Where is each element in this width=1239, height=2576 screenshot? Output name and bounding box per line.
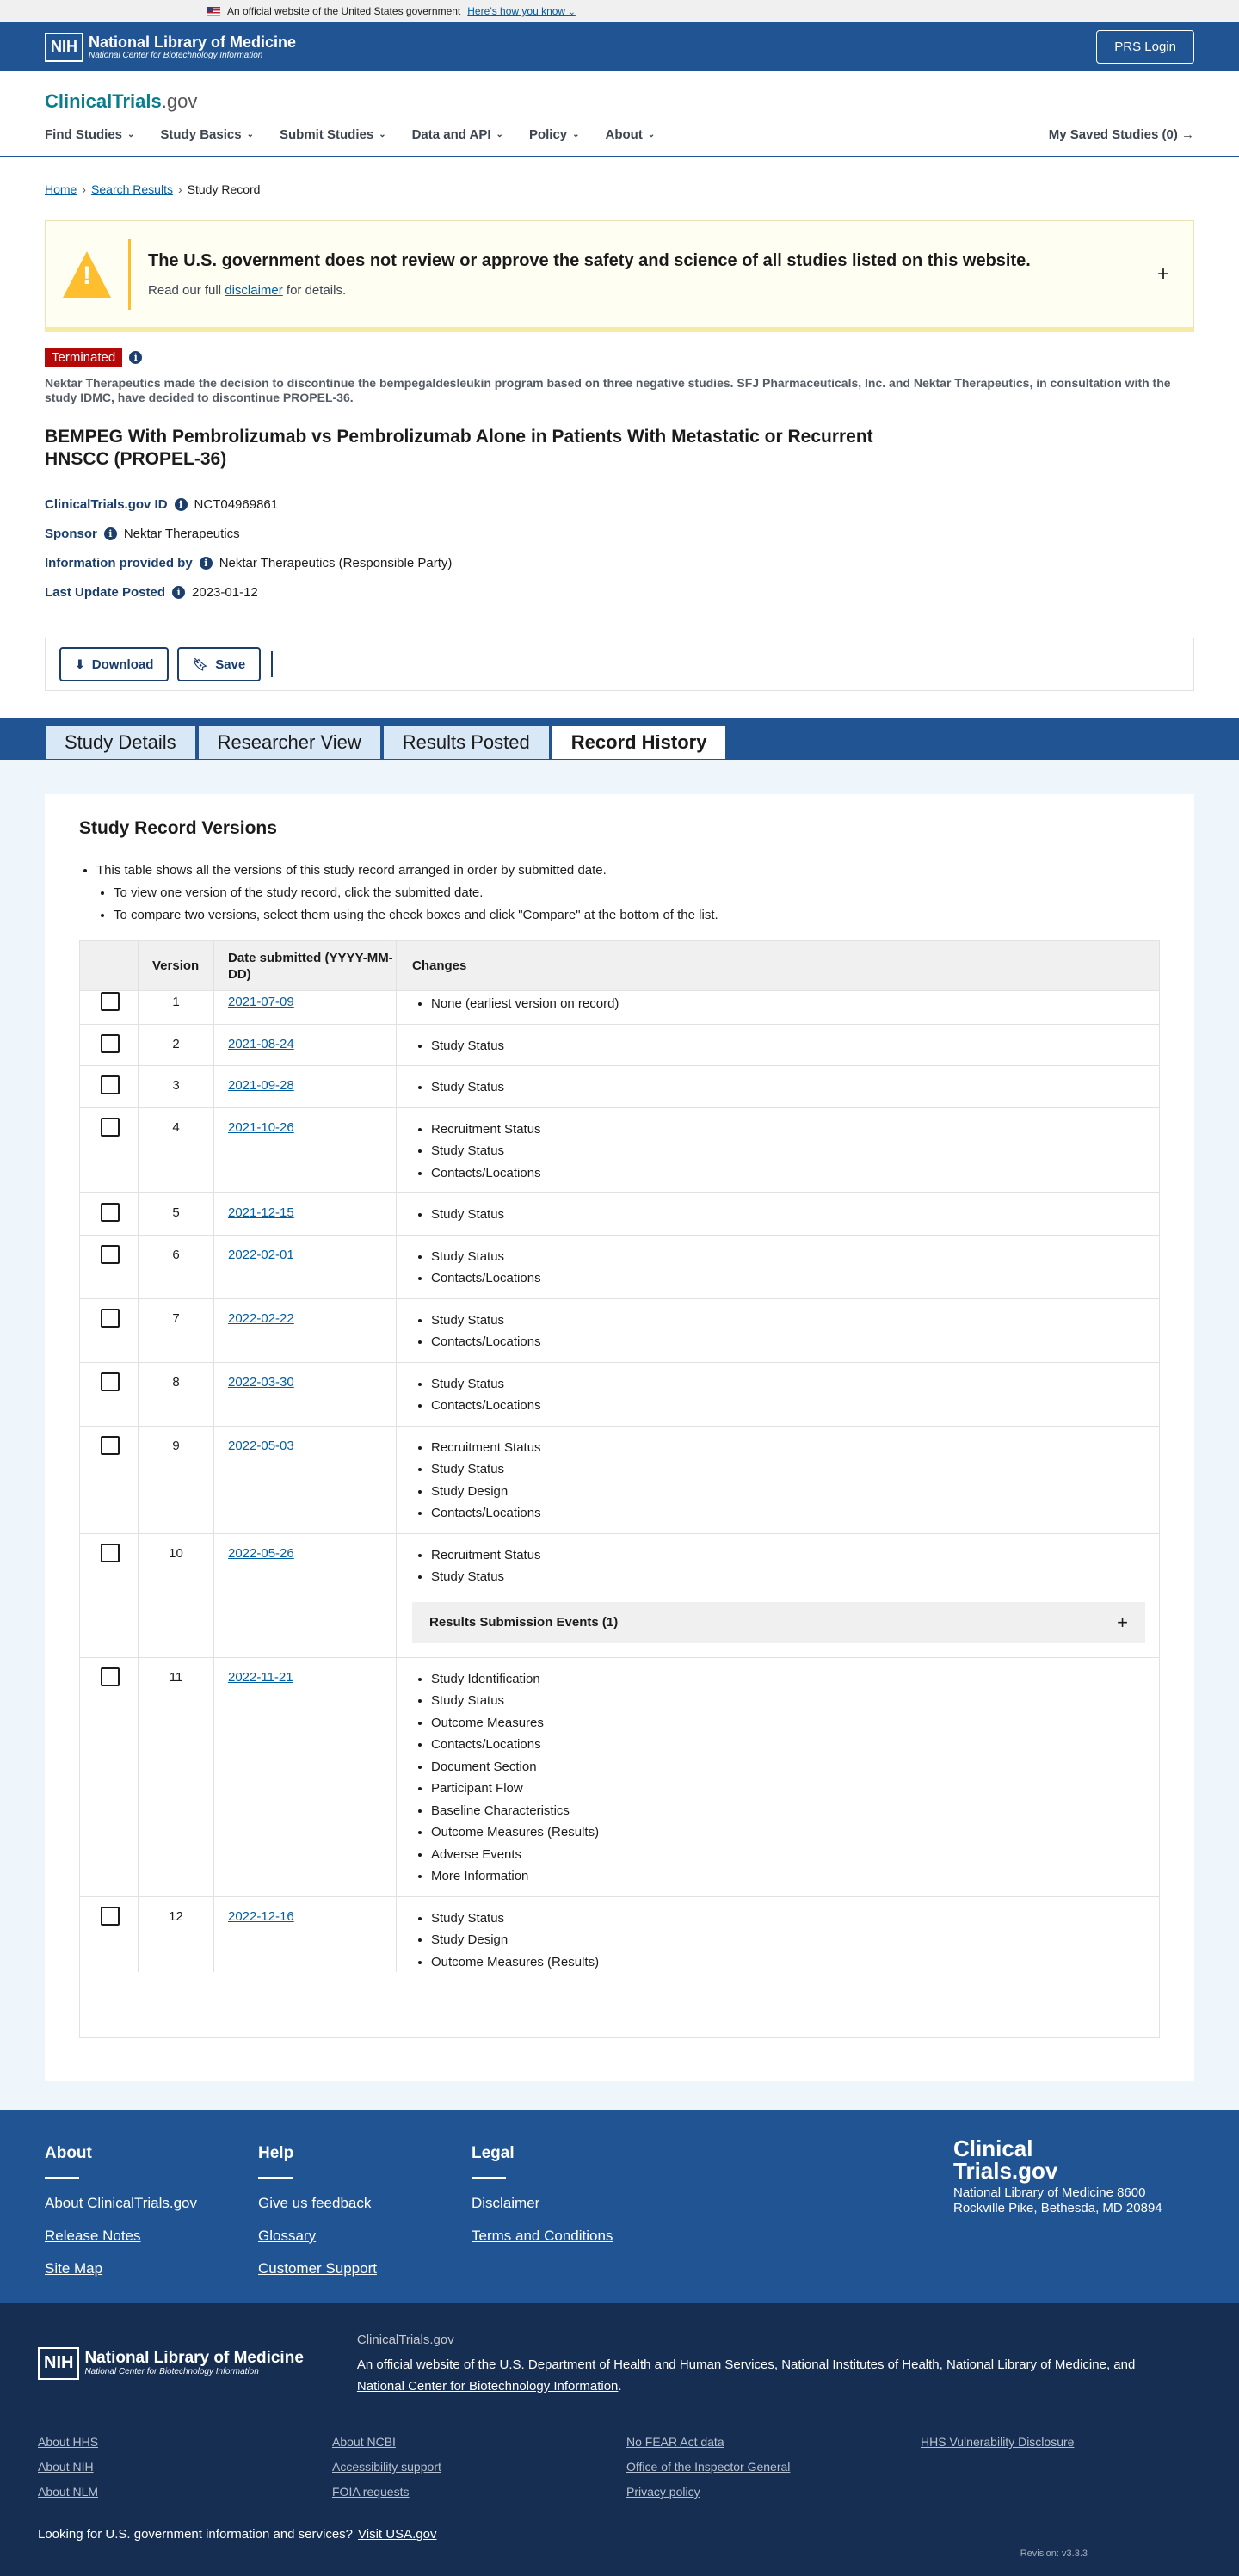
footer-nlm-logo[interactable]: NIH National Library of Medicine National Center for Biotechnology Information	[38, 2329, 304, 2397]
footer-link-terms[interactable]: Terms and Conditions	[472, 2228, 613, 2244]
version-date-link[interactable]: 2021-08-24	[228, 1036, 294, 1051]
nav-find-studies[interactable]: Find Studies ⌄	[45, 126, 135, 142]
study-title: BEMPEG With Pembrolizumab vs Pembrolizumab Alone in Patients With Metastatic or Recurrent HNSCC (PROPEL-36)	[45, 427, 873, 469]
info-icon[interactable]: i	[175, 498, 188, 511]
download-button[interactable]: ⬇ Download	[59, 647, 169, 681]
nav-submit-studies[interactable]: Submit Studies ⌄	[280, 126, 386, 142]
versions-heading: Study Record Versions	[79, 818, 277, 838]
change-item: • Outcome Measures (Results)	[431, 1821, 1145, 1844]
clinicaltrials-logo[interactable]: ClinicalTrials.gov	[45, 90, 198, 112]
change-item: • Contacts/Locations	[431, 1267, 1145, 1290]
meta-last-update: Last Update Posted i 2023-01-12	[45, 584, 258, 600]
nih-badge: NIH	[45, 33, 83, 62]
change-item: • Document Section	[431, 1756, 1145, 1778]
version-number: 2	[139, 1025, 214, 1066]
official-statement: ClinicalTrials.gov An official website of the U.S. Department of Health and Human Services, National Institutes of Health, National Library of Medicine, and National Center for Biotechnology Information.	[356, 2333, 1136, 2394]
change-item: • Outcome Measures	[431, 1712, 1145, 1735]
change-item: • Study Status	[431, 1204, 1145, 1226]
version-number: 5	[139, 1193, 214, 1235]
study-tabs	[0, 718, 1239, 760]
meta-nct-id: ClinicalTrials.gov ID i NCT04969861	[45, 496, 279, 512]
changes-list	[412, 1435, 1145, 1525]
breadcrumb-current: Study Record	[187, 182, 261, 196]
disclaimer-heading: The U.S. government does not review or approve the safety and science of all studies listed on this website.	[148, 250, 1031, 270]
action-bar	[45, 638, 1194, 691]
change-item: • Outcome Measures (Results)	[431, 1951, 1145, 1973]
changes-list	[412, 1117, 1145, 1185]
chevron-down-icon: ⌄	[379, 129, 386, 139]
changes-list	[412, 1202, 1145, 1226]
changes-list	[412, 1308, 1145, 1353]
changes-list	[412, 1667, 1145, 1888]
note-compare: • To compare two versions, select them using the check boxes and click "Compare" at the bottom of the list.	[114, 904, 1160, 927]
change-item: • Study Status	[431, 1373, 1145, 1396]
table-scroll-body[interactable]	[80, 991, 1159, 1972]
changes-list	[412, 991, 1145, 1015]
nav-study-basics[interactable]: Study Basics ⌄	[160, 126, 254, 142]
download-icon: ⬇	[75, 656, 85, 671]
link-about-nih[interactable]: About NIH	[38, 2460, 94, 2474]
main-nav	[45, 113, 1194, 156]
change-item: • Baseline Characteristics	[431, 1800, 1145, 1822]
change-item: • Study Status	[431, 1076, 1145, 1099]
link-nlm[interactable]: National Library of Medicine	[946, 2357, 1106, 2372]
table-row	[80, 1658, 1159, 1897]
version-date-link[interactable]: 2022-11-21	[228, 1669, 293, 1685]
version-date-link[interactable]: 2021-10-26	[228, 1119, 294, 1135]
warning-icon: !	[63, 251, 111, 298]
version-checkbox[interactable]	[101, 1245, 120, 1264]
version-date-link[interactable]: 2021-12-15	[228, 1205, 294, 1220]
version-date-link[interactable]: 2022-05-03	[228, 1438, 294, 1453]
info-icon[interactable]: i	[200, 557, 213, 570]
version-checkbox[interactable]	[101, 1667, 120, 1686]
site-header	[0, 71, 1239, 157]
link-about-nlm[interactable]: About NLM	[38, 2485, 99, 2499]
breadcrumb-home[interactable]: Home	[45, 182, 77, 196]
version-date-link[interactable]: 2022-05-26	[228, 1545, 294, 1561]
version-number: 10	[139, 1534, 214, 1657]
chevron-down-icon: ⌄	[496, 129, 503, 139]
breadcrumb-separator-icon: ›	[177, 182, 182, 196]
disclaimer-alert	[45, 220, 1194, 332]
version-number: 1	[139, 991, 214, 1024]
change-item: • Contacts/Locations	[431, 1162, 1145, 1185]
change-item: • Study Status	[431, 1907, 1145, 1930]
footer-address: National Library of Medicine 8600 Rockville Pike, Bethesda, MD 20894	[953, 2185, 1162, 2215]
tab-record-history[interactable]: Record History	[552, 725, 727, 760]
changes-list	[412, 1906, 1145, 1973]
change-item: • Study Status	[431, 1035, 1145, 1057]
change-item: • Study Status	[431, 1246, 1145, 1268]
link-about-ncbi[interactable]: About NCBI	[332, 2435, 396, 2449]
link-hhs[interactable]: U.S. Department of Health and Human Services	[499, 2357, 774, 2372]
agency-links	[38, 2430, 1201, 2505]
change-item: • Study Status	[431, 1310, 1145, 1332]
chevron-down-icon: ⌄	[127, 129, 135, 139]
footer-link-glossary[interactable]: Glossary	[258, 2228, 317, 2244]
changes-list	[412, 1033, 1145, 1057]
version-number: 12	[139, 1897, 214, 1973]
table-row	[80, 1534, 1159, 1658]
versions-table	[79, 940, 1160, 2038]
disclaimer-link[interactable]: disclaimer	[225, 282, 283, 298]
version-date-link[interactable]: 2022-02-01	[228, 1247, 294, 1262]
version-number: 9	[139, 1427, 214, 1533]
link-about-hhs[interactable]: About HHS	[38, 2435, 99, 2449]
record-history-section	[0, 760, 1239, 2110]
rse-label: Results Submission Events (1)	[429, 1615, 619, 1630]
table-row	[80, 1427, 1159, 1534]
table-row	[80, 1363, 1159, 1427]
version-checkbox[interactable]	[101, 1075, 120, 1094]
change-item: • Study Status	[431, 1458, 1145, 1481]
table-header	[80, 941, 1159, 991]
meta-info-provided: Information provided by i Nektar Therapeutics (Responsible Party)	[45, 555, 453, 570]
ncbi-subtitle: National Center for Biotechnology Information	[89, 51, 263, 60]
footer-link-release-notes[interactable]: Release Notes	[45, 2228, 141, 2244]
why-stopped-text: Nektar Therapeutics made the decision to discontinue the bempegaldesleukin program based on three negative studies. SFJ Pharmaceuticals, Inc. and Nektar Therapeutics, in consultation with the study IDMC, have decided to discontinue PROPEL-36.	[45, 376, 1171, 404]
version-date-link[interactable]: 2021-07-09	[228, 995, 294, 1009]
arrow-right-icon: →	[1181, 126, 1194, 142]
tab-researcher-view[interactable]: Researcher View	[198, 725, 381, 760]
nav-policy[interactable]: Policy ⌄	[528, 126, 580, 142]
change-item: • Recruitment Status	[431, 1119, 1145, 1141]
chevron-down-icon: ⌄	[568, 8, 576, 17]
version-checkbox[interactable]	[101, 992, 120, 1011]
table-row	[80, 1108, 1159, 1194]
usa-gov-link[interactable]: Visit USA.gov	[358, 2527, 437, 2542]
link-nih[interactable]: National Institutes of Health	[781, 2357, 940, 2372]
usa-gov-line: Looking for U.S. government information and services? Visit USA.gov	[38, 2527, 437, 2542]
version-number: 6	[139, 1236, 214, 1298]
version-date-link[interactable]: 2022-03-30	[228, 1374, 294, 1390]
version-date-link[interactable]: 2022-02-22	[228, 1310, 294, 1326]
change-item: • Study Design	[431, 1481, 1145, 1503]
change-item: • Contacts/Locations	[431, 1734, 1145, 1756]
expand-plus-icon[interactable]: +	[1117, 1611, 1128, 1633]
changes-list	[412, 1543, 1145, 1588]
version-checkbox[interactable]	[101, 1372, 120, 1391]
note-view: • To view one version of the study record, click the submitted date.	[114, 882, 1160, 904]
nlm-logo[interactable]	[45, 33, 296, 62]
change-item: • Adverse Events	[431, 1844, 1145, 1866]
expand-plus-icon[interactable]: +	[1156, 262, 1169, 286]
change-item: • Recruitment Status	[431, 1544, 1145, 1567]
link-foia[interactable]: FOIA requests	[332, 2485, 410, 2499]
nav-data-and-api[interactable]: Data and API ⌄	[411, 126, 503, 142]
col-changes: Changes	[412, 958, 467, 973]
site-footer	[0, 2110, 1239, 2303]
change-item: • None (earliest version on record)	[431, 993, 1145, 1015]
footer-link-about[interactable]: About ClinicalTrials.gov	[45, 2195, 197, 2211]
link-vulnerability[interactable]: HHS Vulnerability Disclosure	[921, 2435, 1075, 2449]
change-item: • Contacts/Locations	[431, 1502, 1145, 1525]
chevron-down-icon: ⌄	[647, 129, 656, 139]
version-checkbox[interactable]	[101, 1034, 120, 1053]
table-row	[80, 1236, 1159, 1299]
prs-login-button[interactable]: PRS Login	[1096, 30, 1194, 64]
info-icon[interactable]: i	[129, 351, 142, 364]
footer-link-support[interactable]: Customer Support	[258, 2260, 377, 2277]
change-item: • Contacts/Locations	[431, 1395, 1145, 1417]
bookmark-icon: 🔖︎	[193, 656, 209, 671]
version-checkbox[interactable]	[101, 1309, 120, 1328]
version-checkbox[interactable]	[101, 1118, 120, 1137]
divider	[271, 651, 273, 677]
col-date: Date submitted (YYYY-MM-DD)	[214, 941, 397, 990]
table-row	[80, 1066, 1159, 1108]
versions-notes: • This table shows all the versions of this study record arranged in order by submitted date. • To view one version of the study record, click the submitted date. • To compare two versions, select them using the check boxes and click "Compare" at the bottom of the list.	[79, 860, 1160, 927]
link-ncbi[interactable]: National Center for Biotechnology Information	[356, 2379, 619, 2394]
version-checkbox[interactable]	[101, 1436, 120, 1455]
change-item: • Study Status	[431, 1690, 1145, 1712]
change-item: • Study Status	[431, 1566, 1145, 1588]
footer-link-feedback[interactable]: Give us feedback	[258, 2195, 372, 2211]
status-badge: Terminated	[45, 348, 122, 367]
how-you-know-link[interactable]: Here’s how you know ⌄	[467, 5, 576, 17]
study-meta	[0, 471, 1239, 607]
gov-banner-text: An official website of the United States government	[227, 5, 461, 17]
col-select	[80, 941, 139, 990]
info-icon[interactable]: i	[172, 586, 185, 599]
nih-header	[0, 22, 1239, 71]
table-row	[80, 1025, 1159, 1067]
version-checkbox[interactable]	[101, 1544, 120, 1562]
version-checkbox[interactable]	[101, 1907, 120, 1926]
version-number: 8	[139, 1363, 214, 1426]
change-item: • Recruitment Status	[431, 1437, 1145, 1459]
results-submission-events-accordion[interactable]	[412, 1602, 1145, 1643]
change-item: • Study Identification	[431, 1668, 1145, 1691]
gov-banner	[0, 0, 1239, 22]
version-number: 3	[139, 1066, 214, 1107]
change-item: • Participant Flow	[431, 1778, 1145, 1800]
footer-link-site-map[interactable]: Site Map	[45, 2260, 103, 2277]
versions-card	[45, 794, 1194, 2081]
breadcrumb-search-results[interactable]: Search Results	[91, 182, 173, 196]
change-item: • Contacts/Locations	[431, 1331, 1145, 1353]
footer-help: Help Give us feedback Glossary Customer Support	[258, 2144, 472, 2285]
tab-study-details[interactable]: Study Details	[45, 725, 196, 760]
link-accessibility[interactable]: Accessibility support	[332, 2460, 441, 2474]
footer-legal: Legal Disclaimer Terms and Conditions	[472, 2144, 685, 2285]
link-privacy[interactable]: Privacy policy	[626, 2485, 700, 2499]
version-number: 4	[139, 1108, 214, 1193]
footer-brand	[953, 2137, 1168, 2216]
footer-about: About About ClinicalTrials.gov Release Notes Site Map	[45, 2144, 258, 2285]
link-no-fear[interactable]: No FEAR Act data	[626, 2435, 724, 2449]
version-date-link[interactable]: 2021-09-28	[228, 1078, 294, 1093]
us-flag-icon	[206, 7, 220, 16]
disclaimer-subtext: Read our full disclaimer for details.	[148, 282, 347, 298]
table-footer	[80, 1972, 1159, 2037]
breadcrumb-separator-icon: ›	[82, 182, 87, 196]
chevron-down-icon: ⌄	[572, 129, 580, 139]
link-inspector-general[interactable]: Office of the Inspector General	[626, 2460, 791, 2474]
changes-list	[412, 1371, 1145, 1417]
footer-link-disclaimer[interactable]: Disclaimer	[472, 2195, 540, 2211]
revision-text: Revision: v3.3.3	[1020, 2548, 1088, 2559]
change-item: • Study Status	[431, 1140, 1145, 1162]
change-item: • Study Design	[431, 1929, 1145, 1951]
agency-footer	[0, 2303, 1239, 2576]
version-number: 11	[139, 1658, 214, 1896]
table-row	[80, 991, 1159, 1025]
change-item: • More Information	[431, 1865, 1145, 1888]
table-row	[80, 1299, 1159, 1363]
info-icon[interactable]: i	[104, 527, 117, 540]
col-version: Version	[139, 941, 214, 990]
meta-sponsor: Sponsor i Nektar Therapeutics	[45, 526, 240, 541]
changes-list	[412, 1075, 1145, 1099]
table-row	[80, 1897, 1159, 1973]
save-button[interactable]: 🔖︎ Save	[177, 647, 261, 681]
changes-list	[412, 1244, 1145, 1290]
version-checkbox[interactable]	[101, 1203, 120, 1222]
nlm-title: National Library of Medicine	[89, 34, 297, 51]
table-row	[80, 1193, 1159, 1236]
tab-results-posted[interactable]: Results Posted	[383, 725, 550, 760]
saved-studies-link[interactable]: My Saved Studies (0) →	[1048, 126, 1194, 142]
version-date-link[interactable]: 2022-12-16	[228, 1908, 294, 1924]
version-number: 7	[139, 1299, 214, 1362]
nav-about[interactable]: About ⌄	[605, 126, 656, 142]
footer-logo[interactable]: Clinical Trials.gov	[953, 2135, 1058, 2184]
chevron-down-icon: ⌄	[246, 129, 254, 139]
breadcrumb	[0, 157, 1239, 199]
